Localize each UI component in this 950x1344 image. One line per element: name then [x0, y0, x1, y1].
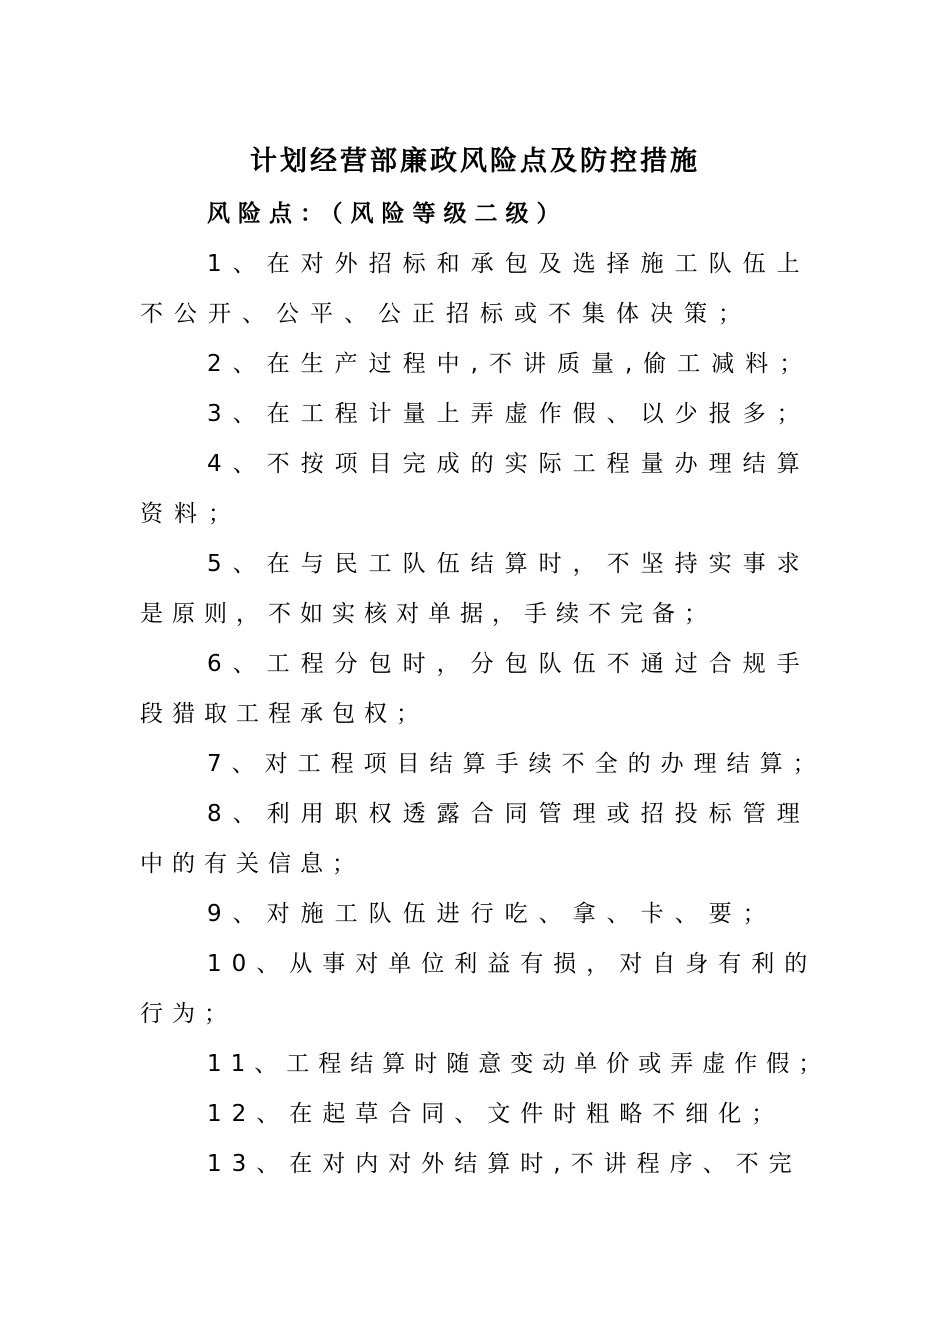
- list-item-8-line-1: 8、利用职权透露合同管理或招投标管理: [207, 801, 811, 827]
- list-item-11: 11、工程结算时随意变动单价或弄虚作假；: [207, 1051, 831, 1077]
- risk-points-heading: 风险点：（风险等级二级）: [207, 201, 568, 227]
- document-title: 计划经营部廉政风险点及防控措施: [250, 146, 700, 177]
- list-item-12: 12、在起草合同、文件时粗略不细化；: [207, 1101, 785, 1127]
- list-item-4-line-2: 资料；: [140, 501, 242, 527]
- list-item-10-line-1: 10、从事对单位利益有损，对自身有利的: [207, 951, 818, 977]
- list-item-9: 9、对施工队伍进行吃、拿、卡、要；: [207, 901, 777, 927]
- list-item-4-line-1: 4、不按项目完成的实际工程量办理结算: [207, 451, 811, 477]
- list-item-6-line-2: 段猎取工程承包权；: [140, 701, 428, 727]
- list-item-5-line-2: 是原则，不如实核对单据，手续不完备；: [140, 601, 716, 627]
- list-item-6-line-1: 6、工程分包时，分包队伍不通过合规手: [207, 651, 811, 677]
- list-item-1-line-1: 1、在对外招标和承包及选择施工队伍上: [207, 251, 811, 277]
- list-item-13-line-1: 13、在对内对外结算时,不讲程序、不完: [207, 1151, 802, 1177]
- list-item-5-line-1: 5、在与民工队伍结算时，不坚持实事求: [207, 551, 811, 577]
- list-item-3: 3、在工程计量上弄虚作假、以少报多；: [207, 401, 811, 427]
- list-item-10-line-2: 行为；: [140, 1001, 236, 1027]
- list-item-2: 2、在生产过程中,不讲质量,偷工减料；: [207, 351, 814, 377]
- list-item-1-line-2: 不公开、公平、公正招标或不集体决策；: [140, 301, 752, 327]
- list-item-8-line-2: 中的有关信息；: [140, 851, 364, 877]
- list-item-7: 7、对工程项目结算手续不全的办理结算；: [207, 751, 826, 777]
